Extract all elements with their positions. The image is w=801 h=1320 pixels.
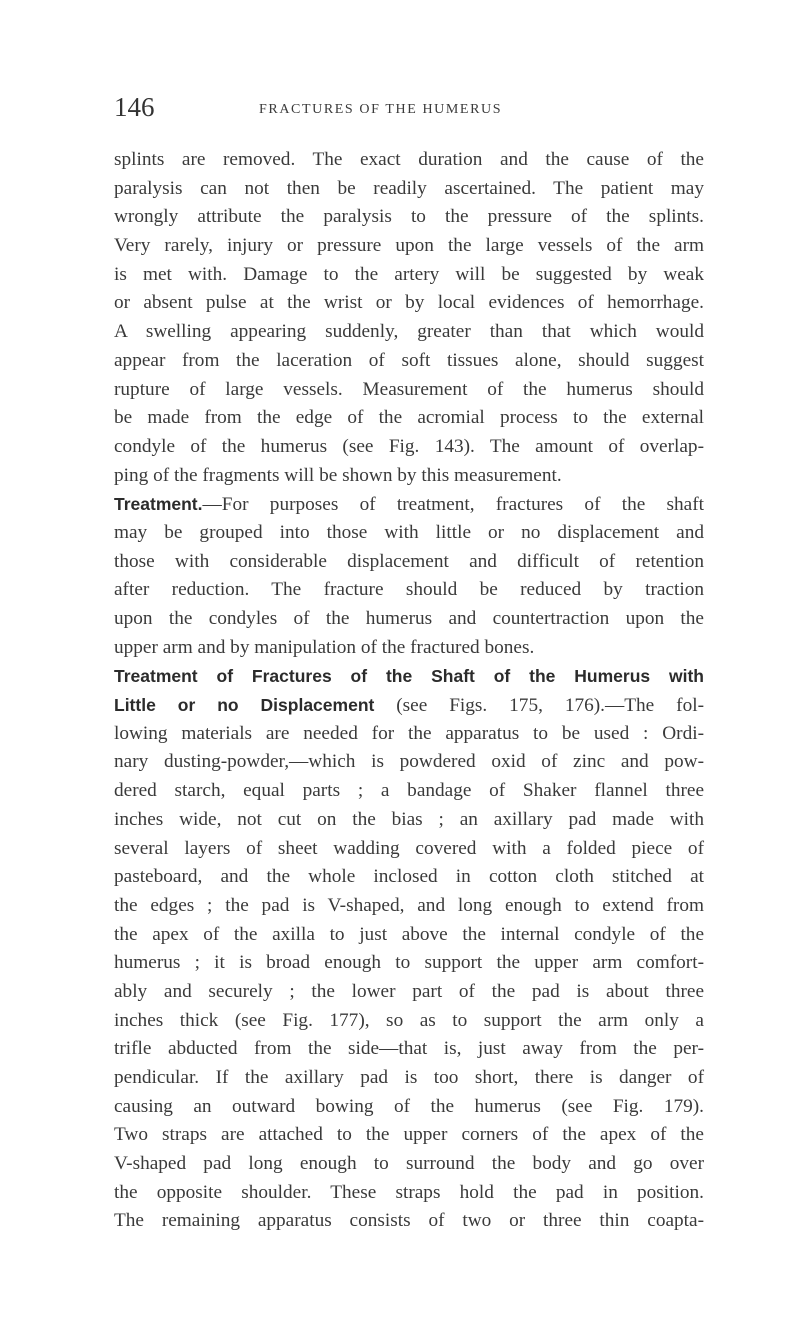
text-line: inches thick (see Fig. 177), so as to support the arm only a <box>114 1009 704 1031</box>
text-line: paralysis can not then be readily ascertained. The patient may <box>114 177 704 199</box>
text-line: be made from the edge of the acromial process to the external <box>114 407 704 429</box>
text-line: the apex of the axilla to just above the internal condyle of the <box>114 923 704 945</box>
text-line: splints are removed. The exact duration and the cause of the <box>114 149 704 170</box>
text-line: upper arm and by manipulation of the fractured bones. <box>114 636 535 658</box>
text-line: inches wide, not cut on the bias ; an axillary pad made with <box>114 808 704 830</box>
text-line: pendicular. If the axillary pad is too short, there is danger of <box>114 1067 704 1088</box>
text-line: Treatment.—For purposes of treatment, fractures of the shaft <box>114 494 704 516</box>
text-line: V-shaped pad long enough to surround the body and go over <box>114 1153 704 1175</box>
text-line: condyle of the humerus (see Fig. 143). The amount of overlap- <box>114 435 704 457</box>
text-line: wrongly attribute the paralysis to the pressure of the splints. <box>114 206 704 228</box>
text-line: Little or no Displacement (see Figs. 175, 176).—The fol- <box>114 695 704 717</box>
text-line: dered starch, equal parts ; a bandage of Shaker flannel three <box>114 780 704 802</box>
text-line: The remaining apparatus consists of two or three thin coapta- <box>114 1210 704 1232</box>
text-line: ping of the fragments will be shown by this measurement. <box>114 464 562 486</box>
text-line: the opposite shoulder. These straps hold the pad in position. <box>114 1181 704 1203</box>
page-header <box>114 92 714 128</box>
section-heading-displacement: Little or no Displacement <box>114 695 375 716</box>
text-line: nary dusting-powder,—which is powdered oxid of zinc and pow- <box>114 751 704 773</box>
text-line: is met with. Damage to the artery will be suggested by weak <box>114 263 704 285</box>
section-heading-treatment: Treatment. <box>114 494 203 515</box>
text-line: ably and securely ; the lower part of the pad is about three <box>114 980 704 1002</box>
text-line: lowing materials are needed for the apparatus to be used : Ordi- <box>114 722 704 744</box>
text-line: Very rarely, injury or pressure upon the large vessels of the arm <box>114 235 704 257</box>
text-line <box>114 662 704 691</box>
section-heading-shaft: Treatment of Fractures of the Shaft of the Humerus with <box>114 666 704 687</box>
body-text <box>114 146 704 1236</box>
text-line: rupture of large vessels. Measurement of the humerus should <box>114 378 704 400</box>
text-line: appear from the laceration of soft tissues alone, should suggest <box>114 349 704 371</box>
text-line: A swelling appearing suddenly, greater than that which would <box>114 321 704 343</box>
text-line: causing an outward bowing of the humerus (see Fig. 179). <box>114 1095 704 1117</box>
page-number: 146 <box>114 92 155 122</box>
text-line: may be grouped into those with little or no displacement and <box>114 521 704 543</box>
text-line: those with considerable displacement and difficult of retention <box>114 550 704 572</box>
text-line: or absent pulse at the wrist or by local evidences of hemorrhage. <box>114 292 704 314</box>
text-line: the edges ; the pad is V-shaped, and long enough to extend from <box>114 894 704 916</box>
text-line: upon the condyles of the humerus and countertraction upon the <box>114 608 704 629</box>
text-line: trifle abducted from the side—that is, just away from the per- <box>114 1038 704 1060</box>
text-line: Two straps are attached to the upper corners of the apex of the <box>114 1124 704 1146</box>
text-line: pasteboard, and the whole inclosed in cotton cloth stitched at <box>114 866 704 888</box>
text-line: several layers of sheet wadding covered with a folded piece of <box>114 837 704 859</box>
text-line: humerus ; it is broad enough to support the upper arm comfort- <box>114 952 704 974</box>
running-head: FRACTURES OF THE HUMERUS <box>259 102 503 117</box>
text-line: after reduction. The fracture should be reduced by traction <box>114 579 704 601</box>
